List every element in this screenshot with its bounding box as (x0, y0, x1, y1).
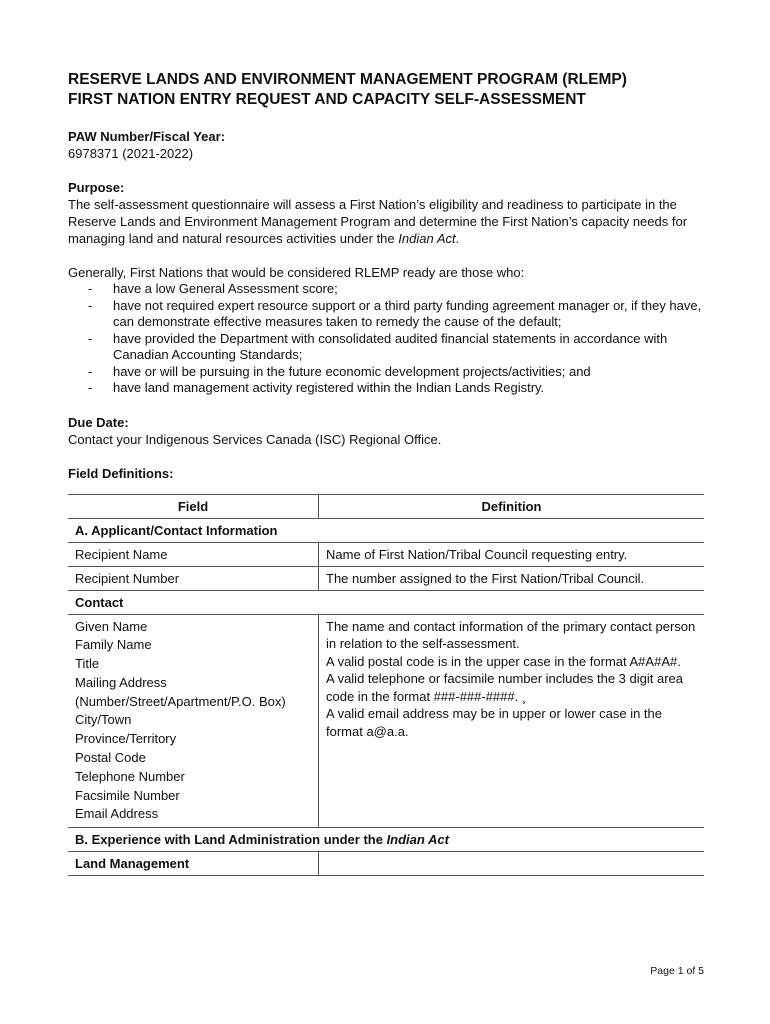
field-mailing-address-detail: (Number/Street/Apartment/P.O. Box) (75, 693, 286, 709)
field-recipient-name: Recipient Name (68, 542, 319, 566)
list-item: - have or will be pursuing in the future economic development projects/activities; and (88, 363, 591, 379)
readiness-list (68, 281, 704, 397)
field-recipient-number: Recipient Number (68, 566, 319, 590)
field-province-territory: Province/Territory (75, 731, 177, 747)
due-date-section (68, 414, 704, 448)
purpose-text (68, 196, 704, 247)
table-row (68, 852, 704, 876)
land-management-definition (319, 852, 705, 876)
definition-recipient-name: Name of First Nation/Tribal Council requesting entry. (319, 542, 705, 566)
document-title-line2: FIRST NATION ENTRY REQUEST AND CAPACITY SELF-ASSESSMENT (68, 91, 586, 108)
section-row-a (68, 518, 704, 542)
page-number: Page 1 of 5 (650, 965, 704, 977)
definition-email-address: A valid email address may be in upper or lower case in the format a@a.a. (326, 706, 663, 739)
field-family-name: Family Name (75, 637, 152, 653)
field-postal-code: Postal Code (75, 750, 146, 766)
definition-recipient-number: The number assigned to the First Nation/Tribal Council. (319, 566, 705, 590)
readiness-section (68, 264, 704, 397)
section-b-heading: B. Experience with Land Administration under the Indian Act (68, 828, 704, 852)
contact-definitions-cell (319, 614, 705, 828)
list-item: - have a low General Assessment score; (88, 281, 338, 296)
list-item: - have not required expert resource support or a third party funding agreement manager or, if they have, can demonstrate effective measures taken to remedy the cause of the default; (88, 297, 702, 329)
field-title: Title (75, 656, 100, 672)
purpose-text-end: . (455, 231, 460, 246)
purpose-label: Purpose: (68, 180, 125, 195)
purpose-section (68, 179, 704, 247)
readiness-intro: Generally, First Nations that would be considered RLEMP ready are those who: (68, 265, 525, 280)
field-definitions-label: Field Definitions: (68, 465, 174, 481)
document-title-line1: RESERVE LANDS AND ENVIRONMENT MANAGEMENT PROGRAM (RLEMP) (68, 71, 627, 88)
due-date-label: Due Date: (68, 414, 129, 430)
field-telephone-number: Telephone Number (75, 768, 185, 784)
field-mailing-address: Mailing Address (75, 674, 167, 690)
list-item: - have provided the Department with consolidated audited financial statements in accordance with Canadian Accounting Standards; (88, 330, 668, 362)
contact-heading: Contact (68, 590, 704, 614)
section-row-contact (68, 590, 704, 614)
section-row-b (68, 828, 704, 852)
table-row (68, 614, 704, 828)
document-page (68, 70, 704, 876)
due-date-text: Contact your Indigenous Services Canada (ISC) Regional Office. (68, 431, 442, 447)
field-given-name: Given Name (75, 618, 148, 634)
paw-section (68, 128, 704, 162)
field-email-address: Email Address (75, 806, 159, 822)
definition-postal-code: A valid postal code is in the upper case in the format A#A#A#. (326, 653, 681, 669)
purpose-text-italic: Indian Act (398, 231, 456, 246)
column-header-definition: Definition (319, 494, 705, 518)
field-city-town: City/Town (75, 712, 132, 728)
land-management-heading: Land Management (68, 852, 319, 876)
contact-fields-cell (68, 614, 319, 828)
column-header-field: Field (68, 494, 319, 518)
definition-contact-person: The name and contact information of the primary contact person in relation to the self-assessment. (326, 618, 696, 651)
definition-phone-number: A valid telephone or facsimile number includes the 3 digit area code in the format ###-###-####. ¸ (326, 671, 683, 704)
field-definitions-table (68, 494, 704, 877)
paw-value: 6978371 (2021-2022) (68, 146, 194, 161)
table-header-row (68, 494, 704, 518)
table-row (68, 542, 704, 566)
field-definitions-section (68, 465, 704, 877)
table-row (68, 566, 704, 590)
list-item: - have land management activity registered within the Indian Lands Registry. (88, 380, 545, 395)
paw-label: PAW Number/Fiscal Year: (68, 129, 226, 144)
field-facsimile-number: Facsimile Number (75, 787, 180, 803)
purpose-text-main: The self-assessment questionnaire will assess a First Nation’s eligibility and readiness to participate in the Reserve Lands and Environment Management Program and determine the First Nation’s capacity needs for managing land and natural resources activities under the (68, 197, 688, 246)
section-a-heading: A. Applicant/Contact Information (68, 518, 704, 542)
